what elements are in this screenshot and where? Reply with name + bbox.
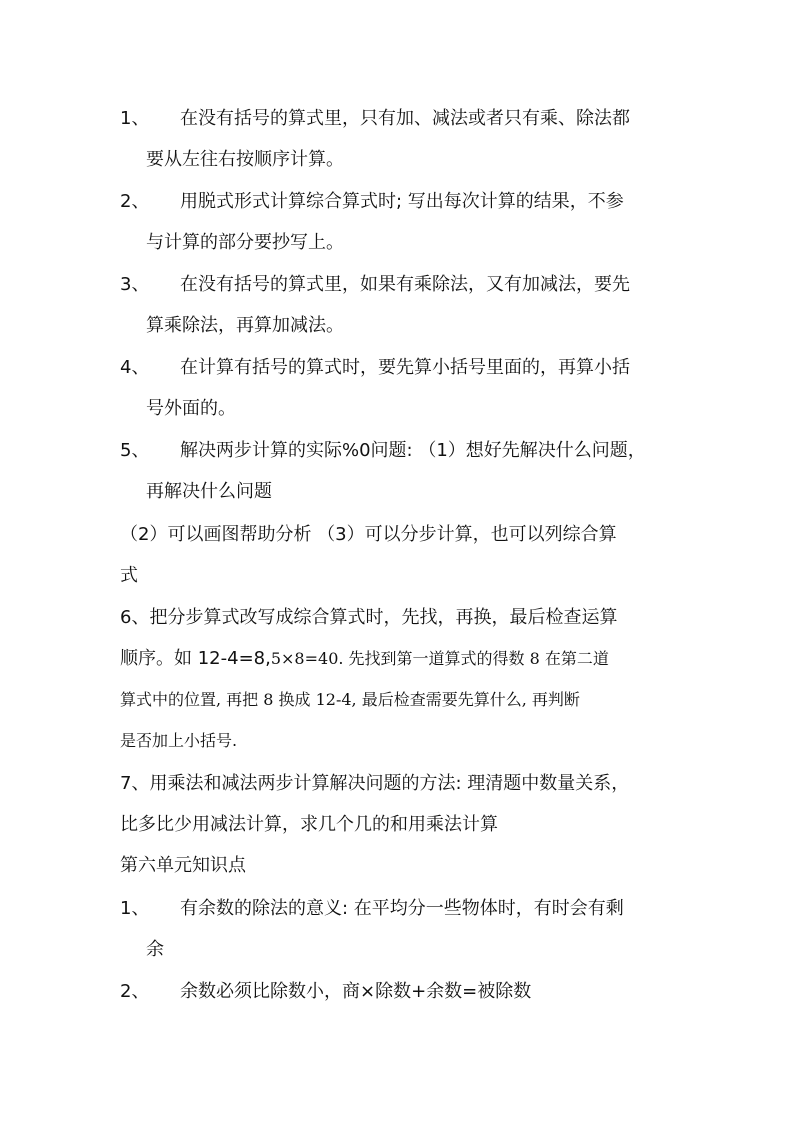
item-number: 2、 — [120, 981, 150, 1002]
item-6-text: 是否加上小括号. — [120, 731, 238, 750]
list-item-1 — [120, 107, 630, 131]
list-item-2 — [120, 190, 624, 214]
item-number: 1、 — [120, 898, 150, 919]
list-item-4-continuation: 号外面的。 — [146, 398, 236, 419]
item-text: 在没有括号的算式里，如果有乘除法，又有加减法，要先 — [180, 274, 630, 295]
item-text: 解决两步计算的实际%0问题: （1）想好先解决什么问题， — [180, 440, 646, 461]
item-text: 余数必须比除数小，商×除数+余数=被除数 — [180, 981, 532, 1002]
list-item-3-continuation: 算乘除法，再算加减法。 — [146, 315, 344, 336]
list-item-7: 7、用乘法和减法两步计算解决问题的方法: 理清题中数量关系， — [120, 773, 630, 794]
unit6-list-item-1-continuation: 余 — [146, 939, 164, 960]
list-item-1-continuation: 要从左往右按顺序计算。 — [146, 149, 344, 170]
list-item-5-sub-points: （2）可以画图帮助分析 （3）可以分步计算，也可以列综合算 — [120, 524, 617, 545]
list-item-6-line-4 — [120, 729, 237, 753]
unit6-list-item-1 — [120, 897, 624, 921]
list-item-7-continuation: 比多比少用减法计算，求几个几的和用乘法计算 — [120, 814, 498, 835]
item-number: 3、 — [120, 274, 150, 295]
item-6-example-b: 5×8=40. 先找到第一道算式的得数 8 在第二道 — [270, 649, 609, 668]
item-number: 5、 — [120, 440, 150, 461]
list-item-5-continuation: 再解决什么问题 — [146, 481, 272, 502]
item-text: 在没有括号的算式里，只有加、减法或者只有乘、除法都 — [180, 108, 630, 129]
list-item-6: 6、把分步算式改写成综合算式时，先找，再换，最后检查运算 — [120, 607, 618, 628]
section-heading: 第六单元知识点 — [120, 855, 246, 876]
list-item-2-continuation: 与计算的部分要抄写上。 — [146, 232, 344, 253]
list-item-6-line-2 — [120, 647, 609, 671]
item-number: 1、 — [120, 108, 150, 129]
item-text: 有余数的除法的意义: 在平均分一些物体时，有时会有剩 — [180, 898, 624, 919]
list-item-6-line-3 — [120, 688, 580, 712]
item-number: 2、 — [120, 191, 150, 212]
item-text: 在计算有括号的算式时，要先算小括号里面的，再算小括 — [180, 357, 630, 378]
item-6-text: 算式中的位置, 再把 8 换成 12-4, 最后检查需要先算什么, 再判断 — [120, 690, 580, 709]
item-number: 4、 — [120, 357, 150, 378]
item-6-example-a: 顺序。如 12-4=8, — [120, 648, 271, 669]
unit6-list-item-2 — [120, 980, 531, 1004]
list-item-3 — [120, 273, 630, 297]
item-text: 用脱式形式计算综合算式时; 写出每次计算的结果，不参 — [180, 191, 624, 212]
list-item-5 — [120, 439, 646, 463]
list-item-4 — [120, 356, 630, 380]
list-item-5-sub-points-continuation: 式 — [120, 565, 138, 586]
